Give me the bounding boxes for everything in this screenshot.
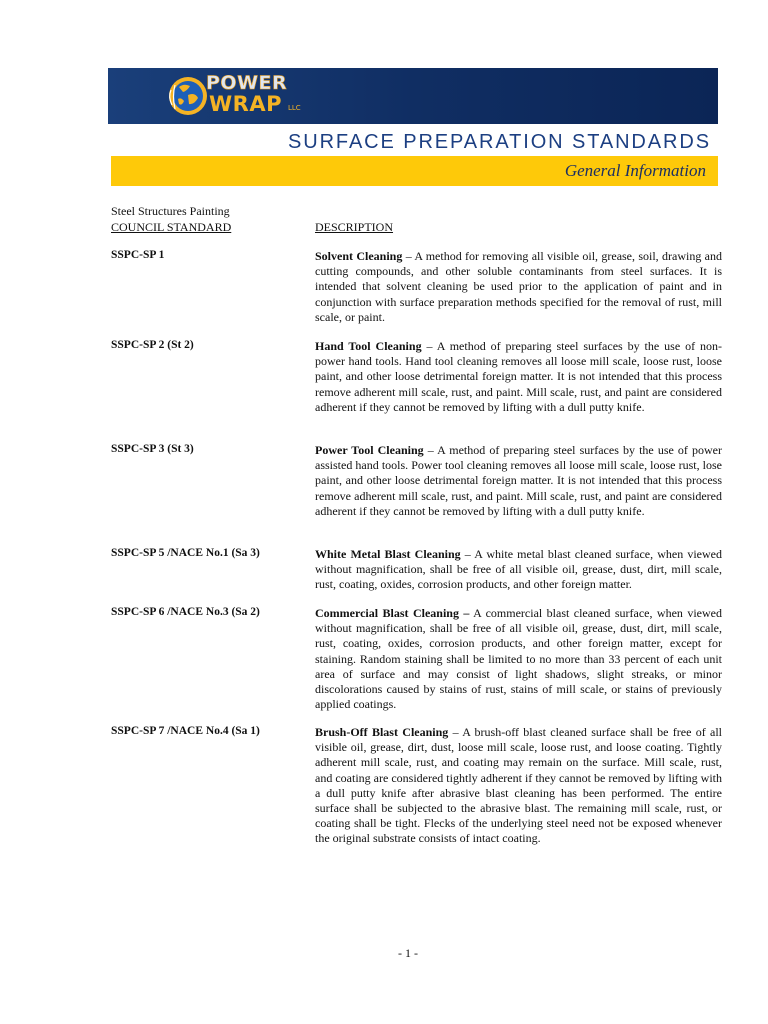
standard-code: SSPC-SP 3 (St 3)	[111, 443, 194, 455]
standard-code: SSPC-SP 1	[111, 249, 165, 261]
standard-code: SSPC-SP 2 (St 2)	[111, 339, 194, 351]
column-header-standard: COUNCIL STANDARD	[111, 220, 232, 234]
standard-description	[315, 249, 722, 325]
standard-text: A commercial blast cleaned surface, when viewed without magnification, shall be free of all visible oil, grease, dust, dirt, mill scale, rust, coating, oxides, corrosion products, and other foreign matter, except for staining. Random staining shall be limited to no more than 33 percent of each unit area of surface and may consist of light shadows, slight streaks, or minor discolorations caused by stains of rust, stains of mill scale, or stains of previously applied coatings.	[315, 606, 722, 712]
standard-code: SSPC-SP 7 /NACE No.4 (Sa 1)	[111, 725, 260, 737]
standard-description	[315, 725, 722, 847]
standard-text: – A method of preparing steel surfaces by the use of power assisted hand tools. Power tool cleaning removes all loose mill scale, loose rust, lose paint, and other loose detrimental foreign matter. It is not intended that this process remove adherent mill scale, rust, and paint. Mill scale, rust, and paint are considered adherent if they cannot be removed by lifting with a dull putty knife.	[315, 443, 722, 518]
standard-description	[315, 443, 722, 519]
standard-code: SSPC-SP 6 /NACE No.3 (Sa 2)	[111, 606, 260, 618]
standard-name: White Metal Blast Cleaning	[315, 547, 461, 561]
standard-text: – A method of preparing steel surfaces by the use of non-power hand tools. Hand tool cleaning removes all loose mill scale, loose rust, loose paint, and other loose detrimental foreign matter. It is not intended that this process remove adherent mill scale, rust, and paint. Mill scale, rust, and paint are considered adherent if they cannot be removed by lifting with a dull putty knife.	[315, 339, 722, 414]
logo-suffix: LLC	[288, 104, 301, 112]
subtitle-bar	[111, 156, 718, 186]
standard-name: Brush-Off Blast Cleaning	[315, 725, 449, 739]
column-header-description: DESCRIPTION	[315, 220, 394, 234]
standard-description	[315, 339, 722, 415]
header-banner	[108, 68, 718, 124]
standard-text: – A white metal blast cleaned surface, when viewed without magnification, shall be free of all visible oil, grease, dust, dirt, mill scale, rust, coating, oxides, corrosion products, and other foreign matter.	[315, 547, 722, 592]
organization-heading: Steel Structures Painting	[111, 204, 230, 218]
standard-text: – A method for removing all visible oil, grease, soil, drawing and cutting compounds, and other soluble contaminants from steel surfaces. It is intended that solvent cleaning be used prior to the application of paint and in conjunction with surface preparation methods specified for the removal of rust, mill scale, or paint.	[315, 249, 723, 324]
standard-code: SSPC-SP 5 /NACE No.1 (Sa 3)	[111, 547, 260, 559]
standard-description	[315, 606, 722, 712]
page-title: SURFACE PREPARATION STANDARDS	[288, 131, 711, 153]
standard-text: – A brush-off blast cleaned surface shall be free of all visible oil, grease, dirt, dust, loose mill scale, loose rust, and loose coating. Tightly adherent mill scale, rust, and coating may remain on the surface. Mill scale, rust, and coating are considered tightly adherent if they cannot be removed by lifting with a dull putty knife after abrasive blast cleaning has been performed. The entire surface shall be subjected to the abrasive blast. The remaining mill scale, rust, or coating shall be tight. Flecks of the underlying steel need not be exposed whenever the original substrate consists of intact coating.	[315, 725, 722, 846]
logo-line1: POWER	[206, 72, 288, 94]
standard-name: Commercial Blast Cleaning –	[315, 606, 470, 620]
standard-name: Hand Tool Cleaning	[315, 339, 422, 353]
globe-icon	[166, 71, 210, 121]
standard-description	[315, 547, 722, 593]
power-wrap-logo	[166, 71, 316, 121]
standard-name: Power Tool Cleaning	[315, 443, 424, 457]
page-number: - 1 -	[398, 946, 418, 960]
logo-line2: WRAP	[209, 92, 282, 116]
standard-name: Solvent Cleaning	[315, 249, 403, 263]
page-subtitle: General Information	[564, 161, 706, 180]
